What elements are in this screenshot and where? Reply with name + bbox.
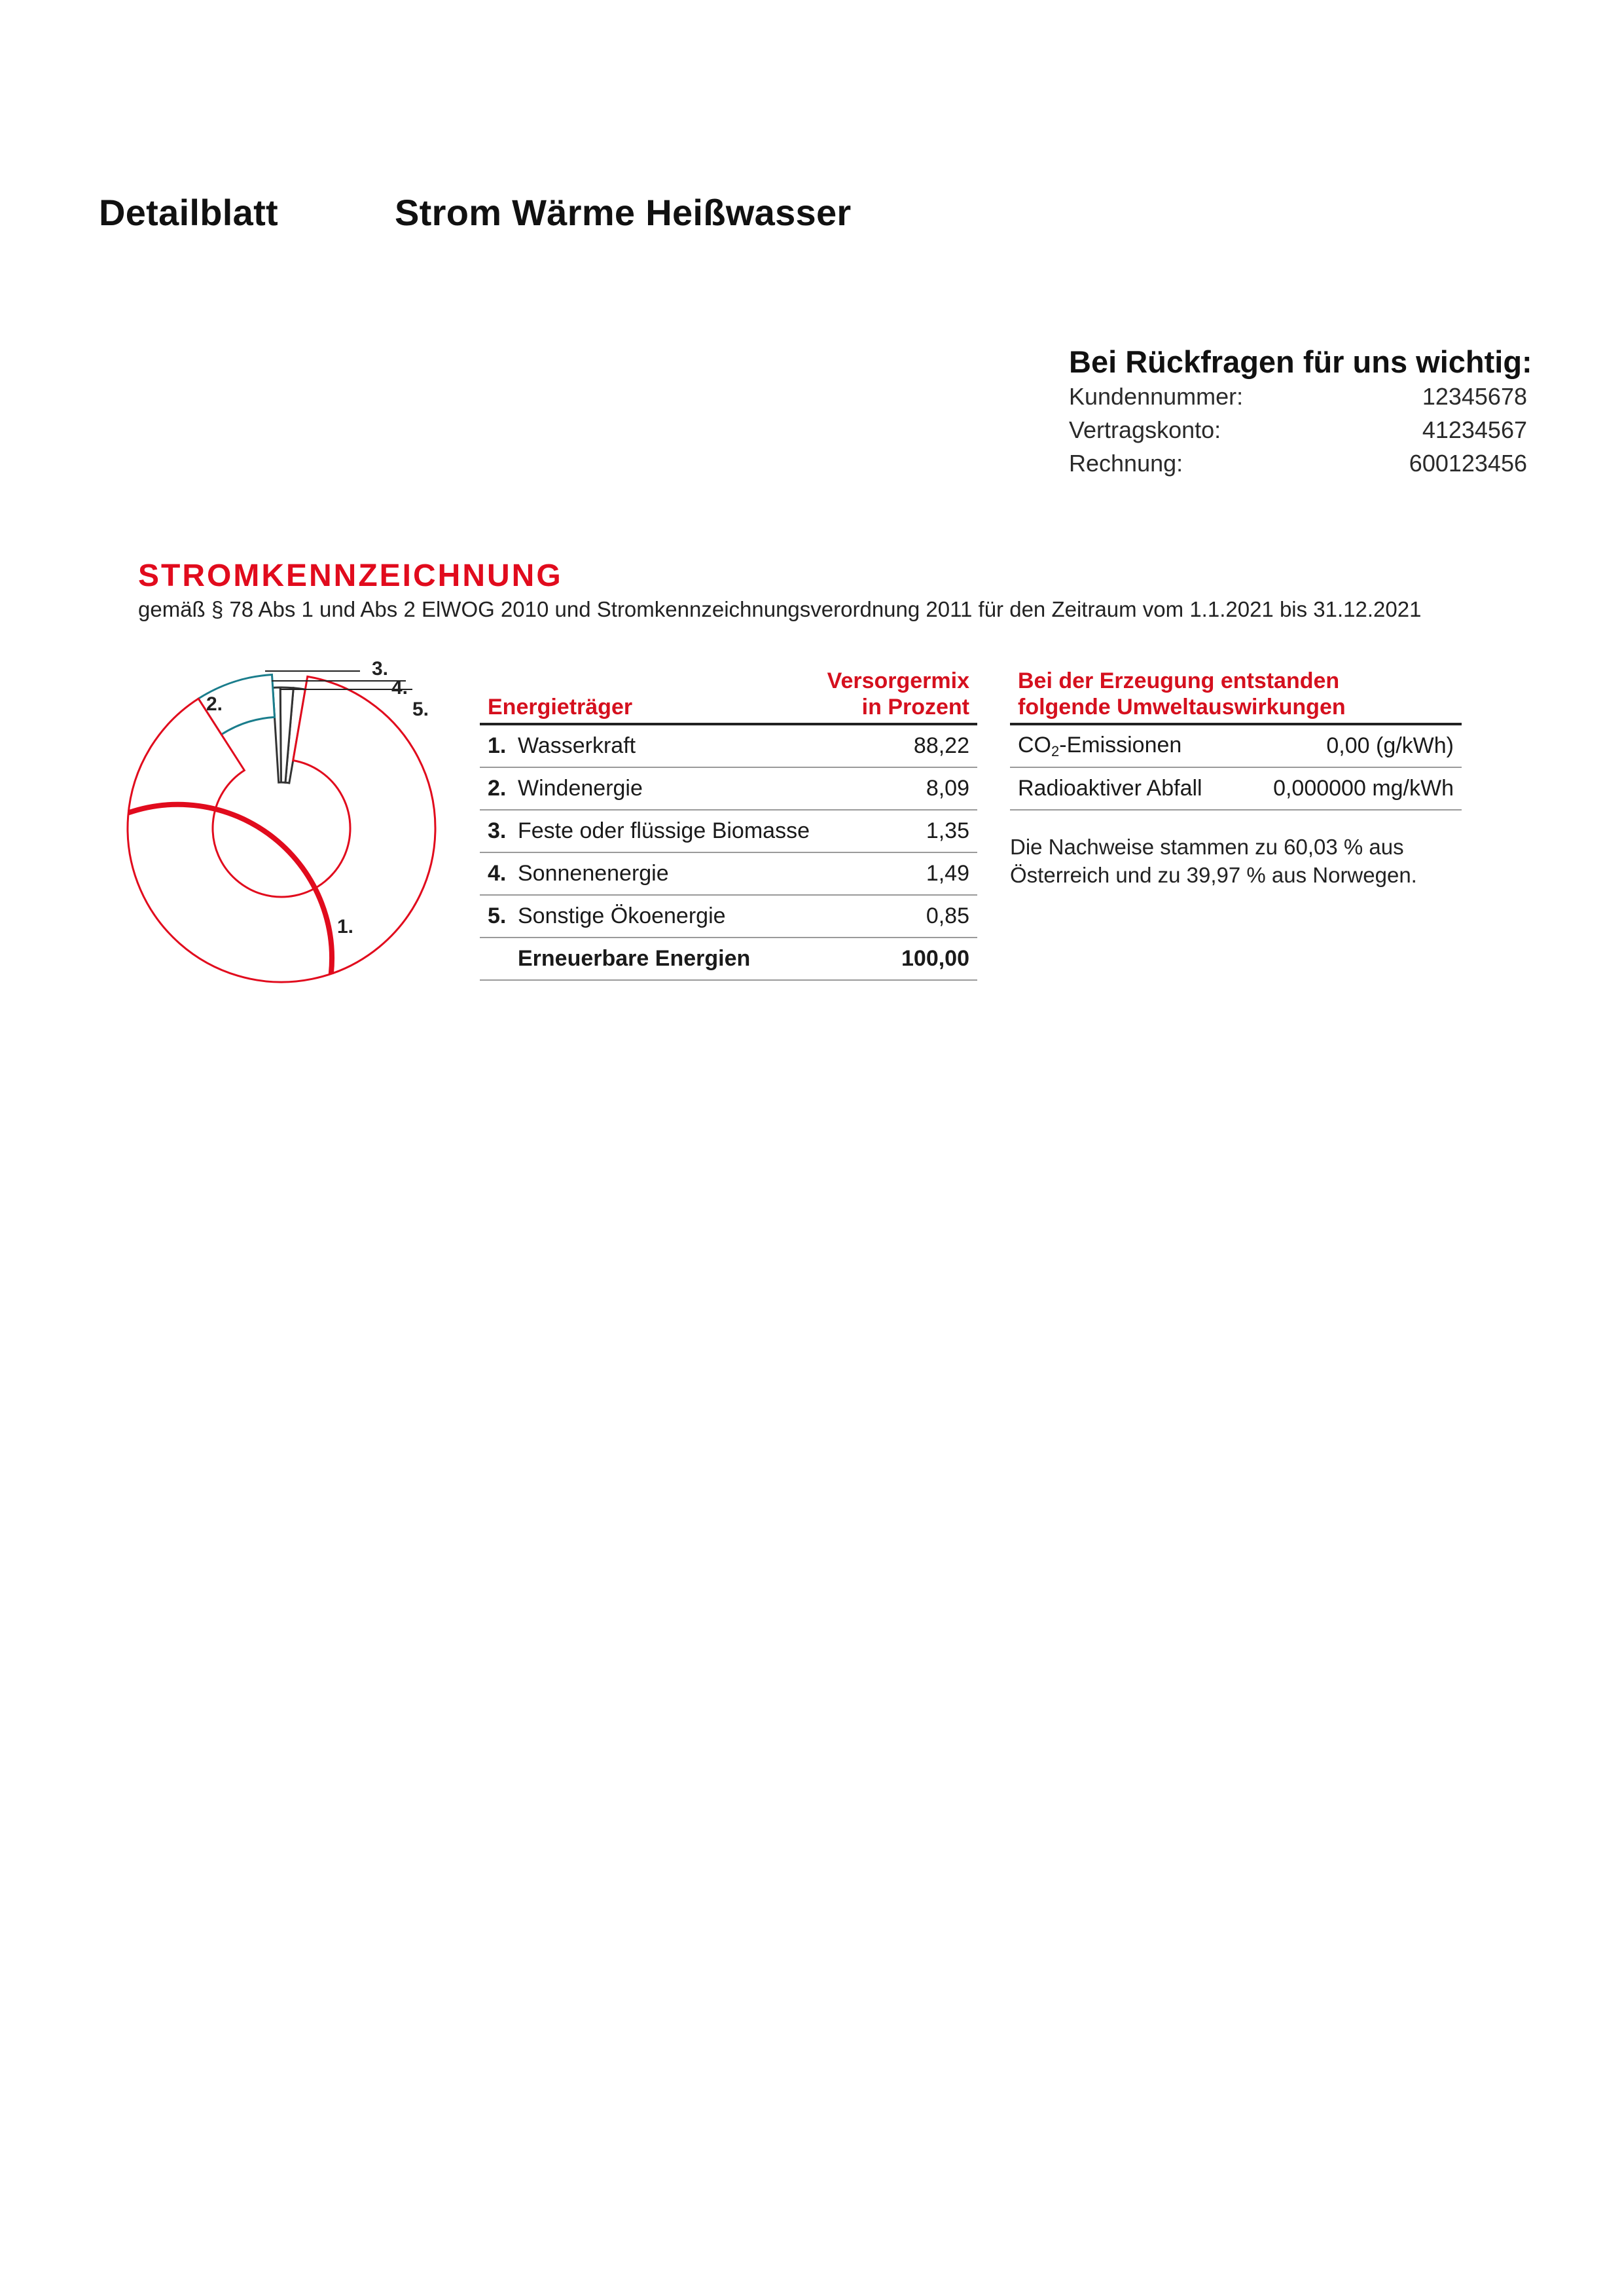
waste-value: 0,000000 mg/kWh	[1273, 776, 1454, 801]
table-row	[480, 811, 977, 853]
chart-label-2: 2.	[206, 693, 223, 715]
contact-row-account	[1069, 416, 1527, 450]
row-number: 5.	[488, 903, 507, 928]
table-row	[480, 853, 977, 896]
row-label: Feste oder flüssige Biomasse	[518, 818, 810, 843]
column-header-energy-source: Energieträger	[488, 695, 633, 720]
energy-mix-chart	[124, 645, 465, 998]
chart-label-5: 5.	[412, 699, 429, 720]
table-row	[480, 896, 977, 938]
contact-label: Rechnung:	[1069, 450, 1183, 477]
co2-suffix: -Emissionen	[1059, 732, 1182, 757]
env-header-line: folgende Umweltauswirkungen	[1018, 695, 1346, 720]
origin-note: Die Nachweise stammen zu 60,03 % aus Österreich und zu 39,97 % aus Norwegen.	[1010, 835, 1417, 887]
row-number: 1.	[488, 733, 507, 758]
contact-value: 12345678	[1422, 383, 1527, 410]
co2-label	[1018, 733, 1181, 760]
chart-label-1: 1.	[337, 916, 354, 938]
row-label: Sonstige Ökoenergie	[518, 903, 726, 928]
row-value: 0,85	[926, 903, 969, 928]
contact-label: Vertragskonto:	[1069, 416, 1221, 443]
env-header-line: Bei der Erzeugung entstanden	[1018, 668, 1340, 693]
waste-label: Radioaktiver Abfall	[1018, 776, 1202, 801]
energy-mix-table	[480, 666, 977, 981]
table-row-waste	[1010, 768, 1462, 811]
env-header	[1018, 668, 1346, 720]
contact-row-invoice	[1069, 450, 1527, 484]
total-value: 100,00	[901, 946, 969, 971]
stromkennzeichnung-subtitle: gemäß § 78 Abs 1 und Abs 2 ElWOG 2010 und Stromkennzeichnungsverordnung 2011 für den Zeitraum vom 1.1.2021 bis 31.12.2021	[138, 597, 1422, 621]
column-header-percent	[827, 668, 969, 720]
column-header-line: Versorgermix	[827, 668, 969, 693]
contact-value: 600123456	[1409, 450, 1527, 477]
contact-row-customer	[1069, 383, 1527, 417]
co2-subscript: 2	[1051, 742, 1060, 759]
environment-impact-table	[1010, 666, 1462, 811]
co2-value: 0,00 (g/kWh)	[1326, 733, 1454, 758]
contact-value: 41234567	[1422, 416, 1527, 443]
row-number: 2.	[488, 776, 507, 801]
contact-heading: Bei Rückfragen für uns wichtig:	[1069, 344, 1532, 379]
page-title: Detailblatt	[99, 192, 279, 233]
row-label: Windenergie	[518, 776, 643, 801]
row-number: 4.	[488, 861, 507, 886]
stromkennzeichnung-title: STROMKENNZEICHNUNG	[138, 558, 563, 593]
total-label: Erneuerbare Energien	[518, 946, 751, 971]
row-value: 8,09	[926, 776, 969, 801]
row-label: Sonnenenergie	[518, 861, 669, 886]
co2-prefix: CO	[1018, 732, 1051, 757]
column-header-line: in Prozent	[861, 695, 969, 720]
row-value: 88,22	[913, 733, 969, 758]
section-title: Strom Wärme Heißwasser	[395, 192, 852, 233]
row-label: Wasserkraft	[518, 733, 636, 758]
row-value: 1,49	[926, 861, 969, 886]
chart-label-4: 4.	[391, 677, 408, 699]
table-row	[480, 725, 977, 768]
table-row-co2	[1010, 725, 1462, 768]
contact-label: Kundennummer:	[1069, 383, 1244, 410]
mix-table-header	[480, 666, 977, 725]
table-row	[480, 768, 977, 811]
row-number: 3.	[488, 818, 507, 843]
table-row-total	[480, 938, 977, 981]
env-table-header	[1010, 666, 1462, 725]
chart-label-3: 3.	[372, 658, 389, 680]
row-value: 1,35	[926, 818, 969, 843]
